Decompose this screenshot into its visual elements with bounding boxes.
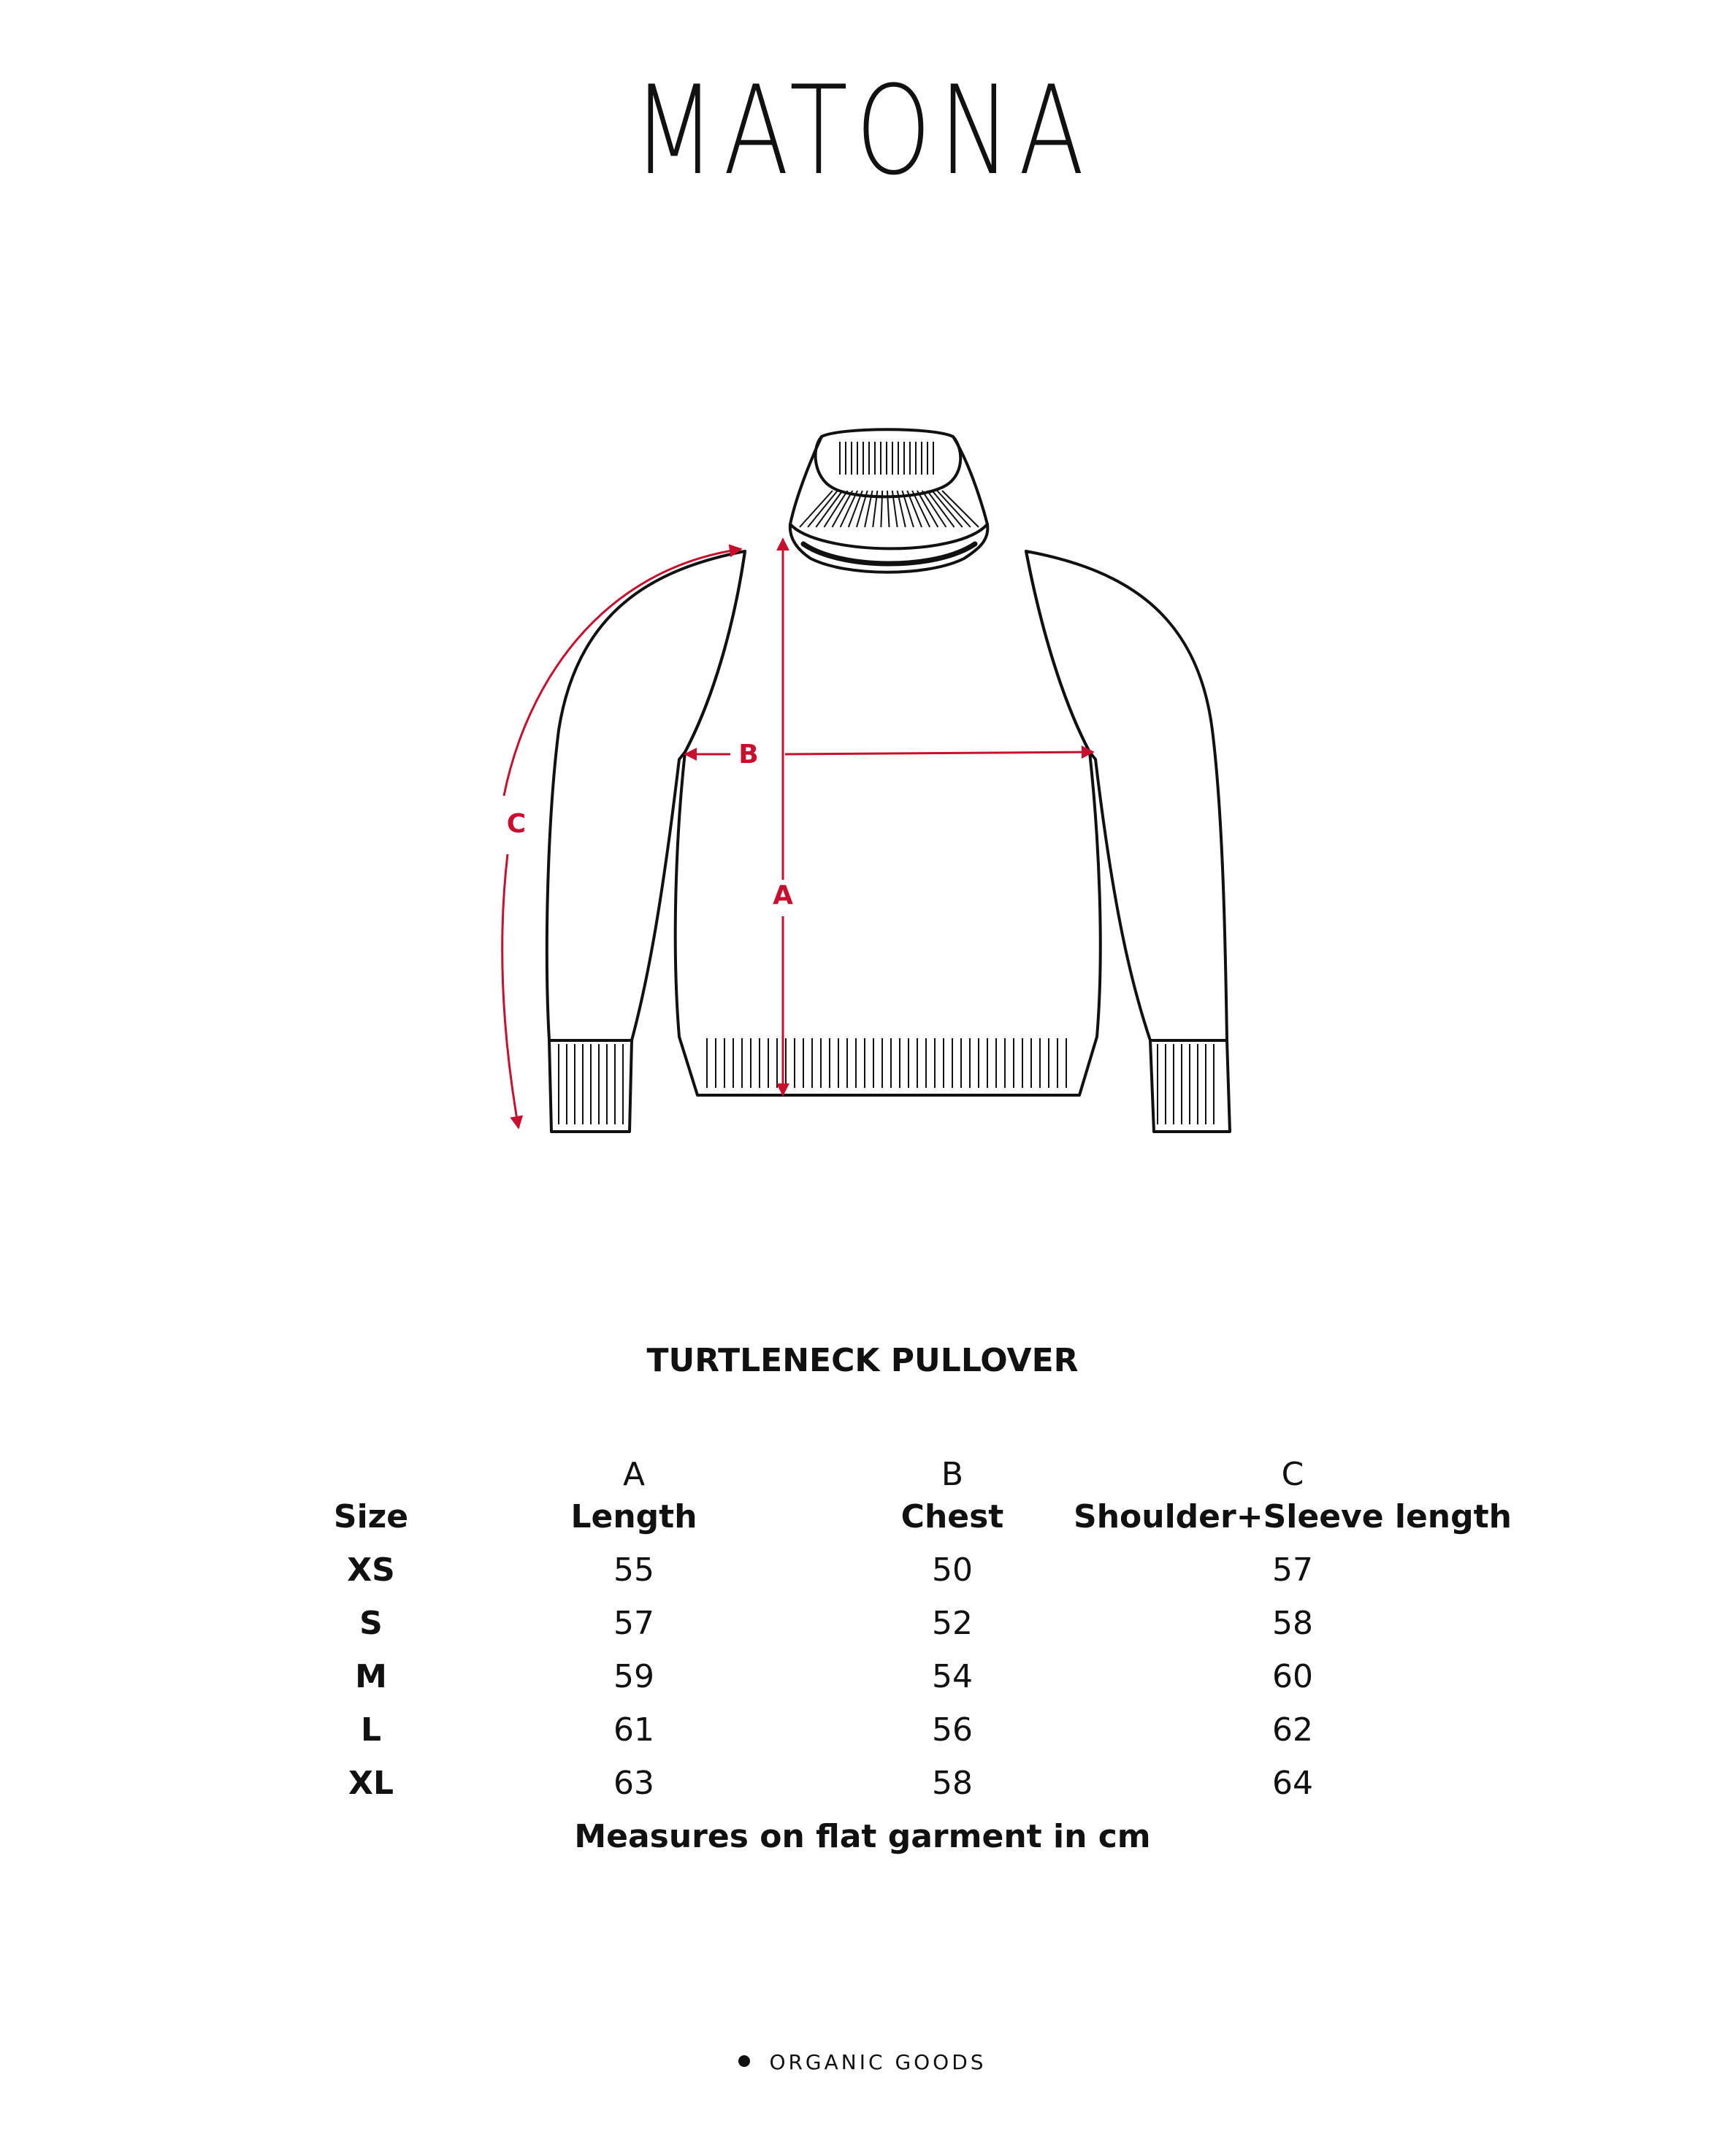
table-cell-c: 64: [1272, 1765, 1313, 1802]
footer-text: ORGANIC GOODS: [769, 2050, 987, 2074]
bullet-icon: [738, 2055, 750, 2067]
product-title: TURTLENECK PULLOVER: [646, 1342, 1079, 1379]
measure-b-line-right: [785, 752, 1093, 754]
table-cell-size: L: [360, 1711, 382, 1749]
measure-note: Measures on flat garment in cm: [574, 1818, 1151, 1855]
table-cell-c: 57: [1272, 1551, 1313, 1589]
col-b-header: Chest: [900, 1498, 1004, 1535]
table-cell-size: M: [355, 1658, 387, 1695]
table-cell-a: 61: [613, 1711, 654, 1749]
col-a-letter: A: [622, 1456, 646, 1493]
right-sleeve: [1026, 551, 1230, 1132]
col-size-header: Size: [333, 1498, 409, 1535]
col-a-header: Length: [570, 1498, 697, 1535]
label-a: A: [773, 881, 793, 910]
collar-top: [816, 429, 961, 496]
collar-outer: [790, 437, 987, 548]
table-cell-b: 56: [932, 1711, 973, 1749]
measure-c-arc-bottom: [502, 854, 519, 1128]
table-cell-size: XS: [347, 1551, 395, 1589]
label-c: C: [506, 809, 527, 839]
footer: [0, 2050, 1725, 2074]
table-cell-a: 59: [613, 1658, 654, 1695]
col-c-letter: C: [1281, 1456, 1304, 1493]
collar-fold-line: [803, 544, 975, 564]
col-c-header: Shoulder+Sleeve length: [1074, 1498, 1512, 1535]
table-cell-b: 52: [932, 1605, 973, 1642]
col-b-letter: B: [941, 1456, 964, 1493]
table-cell-b: 58: [932, 1765, 973, 1802]
body: [676, 551, 1101, 1095]
table-cell-b: 50: [932, 1551, 973, 1589]
table-cell-a: 63: [613, 1765, 654, 1802]
table-cell-a: 57: [613, 1605, 654, 1642]
table-cell-a: 55: [613, 1551, 654, 1589]
table-cell-size: S: [359, 1605, 383, 1642]
table-cell-c: 62: [1272, 1711, 1313, 1749]
measure-c-arc-top: [504, 549, 741, 796]
table-cell-size: XL: [348, 1765, 394, 1802]
brand-logo: MATONA: [632, 59, 1093, 202]
label-b: B: [738, 740, 759, 770]
table-cell-c: 60: [1272, 1658, 1313, 1695]
table-cell-c: 58: [1272, 1605, 1313, 1642]
table-cell-b: 54: [932, 1658, 973, 1695]
